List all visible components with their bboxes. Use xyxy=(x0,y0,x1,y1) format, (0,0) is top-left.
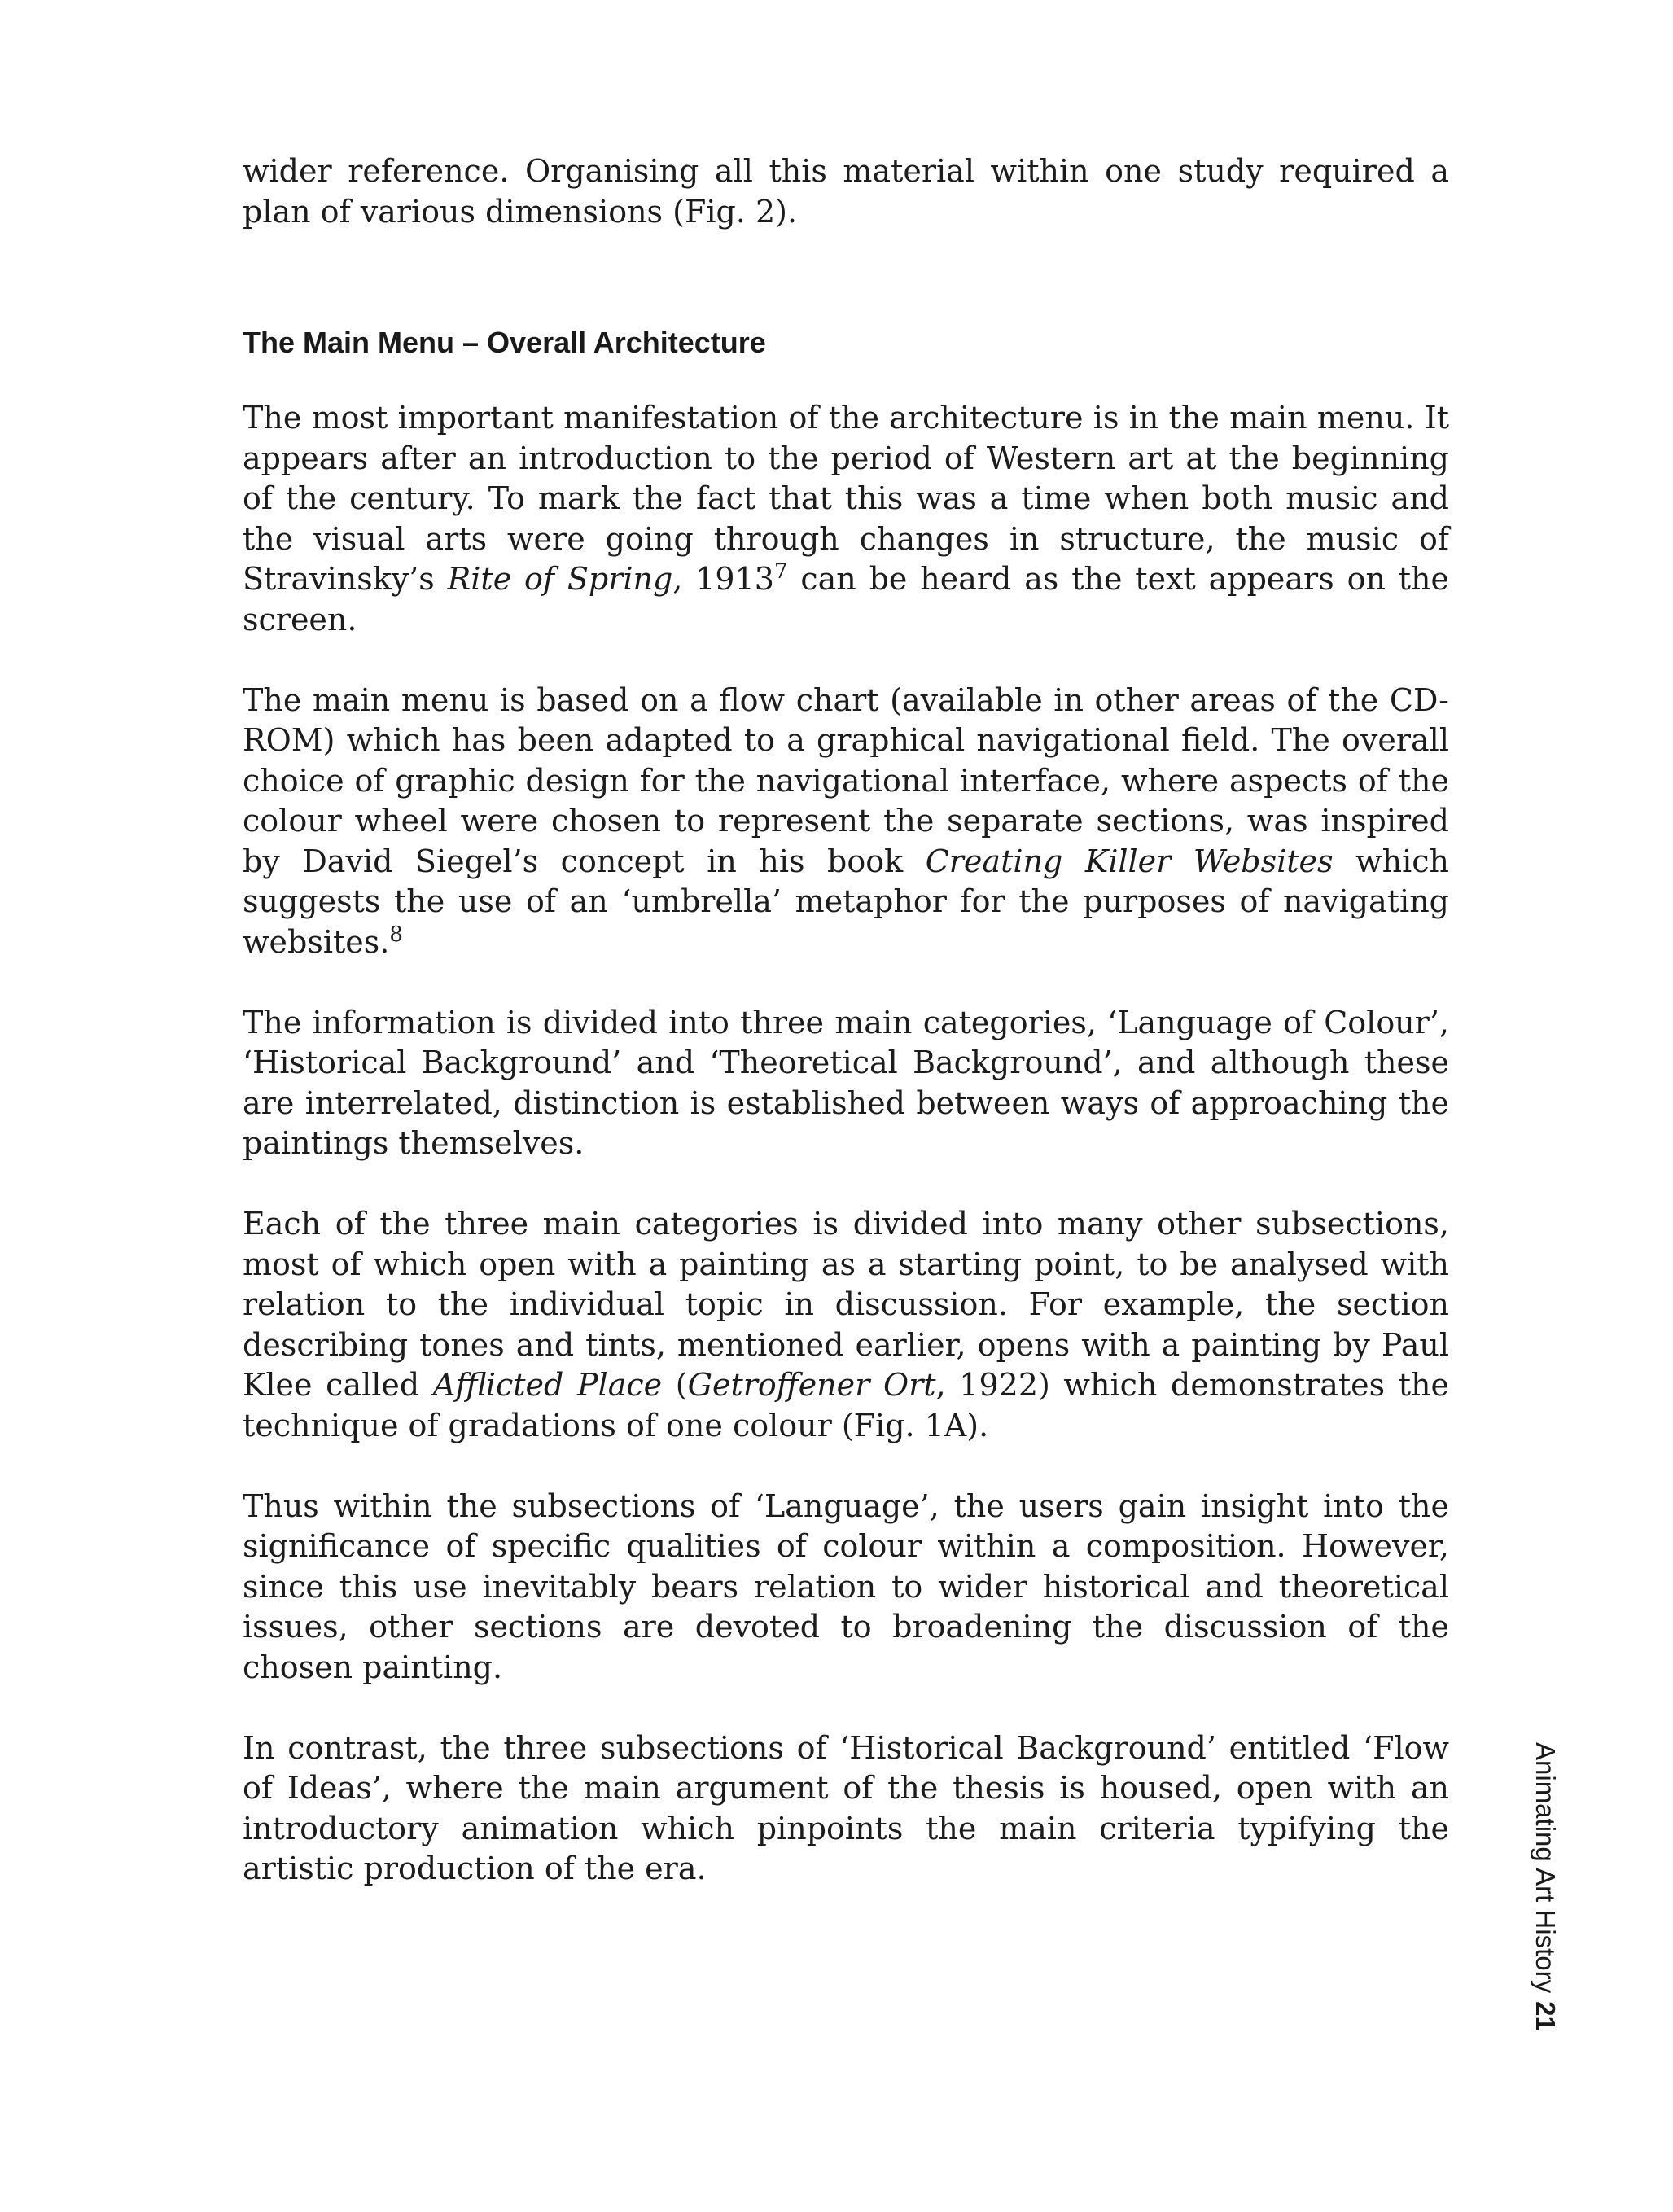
section-heading: The Main Menu – Overall Architecture xyxy=(243,326,766,359)
paragraph-text: The most important manifestation of the architecture is in the main menu. It appears after an introduction to the period of Western art at the beginning of the century. To mark the fact that this was a time when both music and the visual arts were going through changes in structure, the music of Stravinsky’s xyxy=(243,400,1449,597)
intro-paragraph: wider reference. Organising all this material within one study required a plan of various dimensions (Fig. 2). xyxy=(243,153,1449,230)
paragraph-text: The main menu is based on a flow chart (available in other areas of the CD-ROM) which has been adapted to a graphical navigational field. The overall choice of graphic design for the navigational interface, where aspects of the colour wheel were chosen to represent the separate sections, was inspired by David Siegel’s concept in his book xyxy=(243,681,1449,879)
painting-title: Afflicted Place xyxy=(432,1367,663,1403)
page-number: 21 xyxy=(1531,2001,1561,2031)
paragraph-subsections xyxy=(243,1204,1449,1446)
paragraph-categories: The information is divided into three main categories, ‘Language of Colour’, ‘Historical Background’ and ‘Theoretical Background’, and although these are interrelated, distinction is established between ways of approaching the paintings themselves. xyxy=(243,1004,1449,1161)
running-footer-text xyxy=(1529,1742,1561,2031)
paragraph-text: , 1922) which demonstrates the technique of gradations of one colour (Fig. 1A). xyxy=(243,1367,1449,1443)
paragraph-historical: In contrast, the three subsections of ‘Historical Background’ entitled ‘Flow of Ideas’, where the main argument of the thesis is housed, open with an introductory animation which pinpoints the main criteria typifying the artistic production of the era. xyxy=(243,1729,1449,1886)
paragraph-language: Thus within the subsections of ‘Language’, the users gain insight into the significance of specific qualities of colour within a composition. However, since this use inevitably bears relation to wider historical and theoretical issues, other sections are devoted to broadening the discussion of the chosen painting. xyxy=(243,1487,1449,1685)
footnote-marker: 8 xyxy=(389,922,403,947)
paragraph-text: Each of the three main categories is divided into many other subsections, most of which open with a painting as a starting point, to be analysed with relation to the individual topic in discussion. For example, the section describing tones and tints, mentioned earlier, opens with a painting by Paul Klee called xyxy=(243,1206,1449,1403)
paragraph-main-menu xyxy=(243,398,1449,640)
book-title-footer: Animating Art History xyxy=(1531,1742,1561,1994)
paragraph-text: , 1913 xyxy=(672,561,774,597)
painting-original-title: Getroffener Ort xyxy=(687,1367,936,1403)
paragraph-text: which suggests the use of an ‘umbrella’ metaphor for the purposes of navigating websites. xyxy=(243,843,1450,960)
paragraph-text: can be heard as the text appears on the screen. xyxy=(243,561,1449,637)
body-text xyxy=(243,151,1449,1929)
paragraph-text: ( xyxy=(662,1367,688,1403)
running-footer xyxy=(1529,1742,1561,2166)
work-title: Rite of Spring xyxy=(447,561,673,597)
paragraph-flow-chart xyxy=(243,681,1449,963)
footnote-marker: 7 xyxy=(773,559,788,584)
book-title: Creating Killer Websites xyxy=(925,843,1334,879)
